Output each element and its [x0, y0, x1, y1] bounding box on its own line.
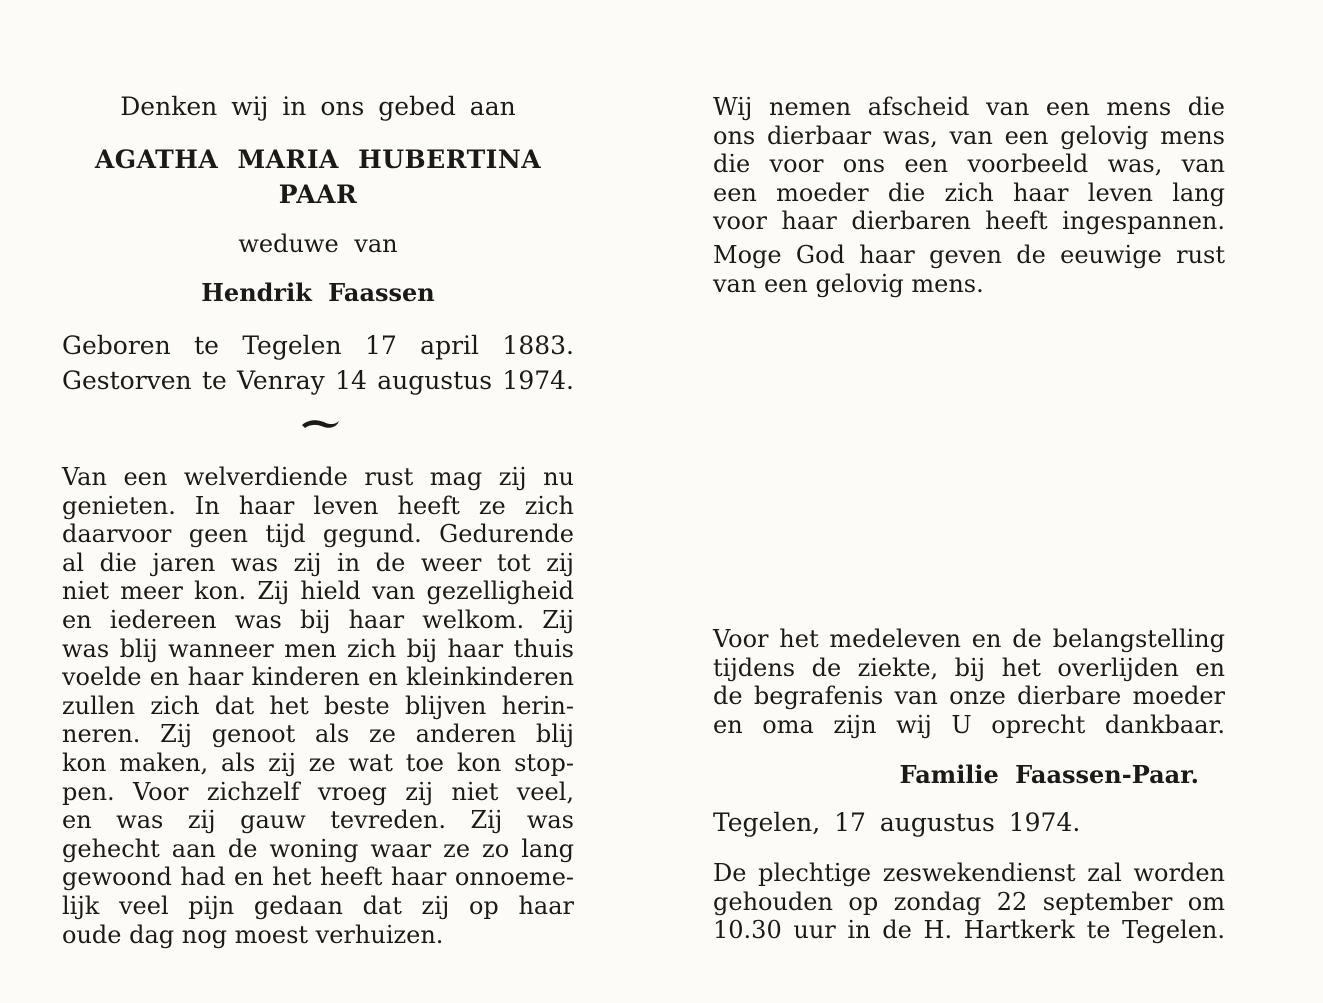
tribute-line: zullen zich dat het beste blijven herin- [62, 691, 574, 720]
farewell-line: die voor ons een voorbeeld was, van [713, 150, 1225, 179]
died-line: Gestorven te Venray 14 augustus 1974. [62, 366, 574, 395]
thanks-paragraph [713, 625, 1225, 739]
farewell-line: ons dierbaar was, van een gelovig mens [713, 121, 1225, 150]
deceased-name [62, 142, 574, 212]
tribute-line: daarvoor geen tijd gegund. Gedurende [62, 520, 574, 549]
tribute-line: en was zij gauw tevreden. Zij was [62, 806, 574, 835]
prayer-paragraph [713, 241, 1225, 298]
thanks-line: Voor het medeleven en de belangstelling [713, 625, 1225, 653]
ornament-divider-icon [62, 408, 574, 438]
tribute-line: gewoond had en het heeft haar onnoeme- [62, 863, 574, 892]
tribute-line: oude dag nog moest verhuizen. [62, 920, 444, 949]
farewell-paragraph [713, 93, 1225, 236]
thanks-line: tijdens de ziekte, bij het overlijden en [713, 653, 1225, 682]
intro-line: Denken wij in ons gebed aan [120, 92, 516, 121]
tribute-line: al die jaren was zij in de weer tot zij [62, 548, 574, 577]
service-paragraph [713, 859, 1225, 945]
tribute-line: was blij wanneer men zich bij haar thuis [62, 634, 574, 663]
born-line: Geboren te Tegelen 17 april 1883. [62, 331, 574, 360]
place-date: Tegelen, 17 augustus 1974. [713, 808, 1081, 837]
thanks-line: en oma zijn wij U oprecht dankbaar. [713, 710, 1225, 739]
tribute-line: en iedereen was bij haar welkom. Zij [62, 605, 574, 634]
family-signature: Familie Faassen-Paar. [899, 760, 1199, 789]
service-line: gehouden op zondag 22 september om [713, 887, 1225, 916]
deceased-name-line2: PAAR [278, 180, 358, 209]
life-dates [62, 328, 574, 398]
tribute-line: pen. Voor zichzelf vroeg zij niet veel, [62, 777, 574, 806]
tribute-line: neren. Zij genoot als ze anderen blij [62, 720, 574, 749]
deceased-name-line1: AGATHA MARIA HUBERTINA [94, 145, 542, 174]
widow-of-label: weduwe van [238, 230, 398, 258]
farewell-line: een moeder die zich haar leven lang [713, 178, 1225, 207]
tribute-line: Van een welverdiende rust mag zij nu [62, 463, 574, 491]
tribute-line: gehecht aan de woning waar ze zo lang [62, 834, 574, 863]
service-line: 10.30 uur in de H. Hartkerk te Tegelen. [713, 916, 1225, 945]
tribute-paragraph [62, 463, 574, 949]
farewell-line: Wij nemen afscheid van een mens die [713, 93, 1225, 121]
tribute-line: lijk veel pijn gedaan dat zij op haar [62, 891, 574, 920]
thanks-line: de begrafenis van onze dierbare moeder [713, 682, 1225, 711]
tribute-line: kon maken, als zij ze wat toe kon stop- [62, 748, 574, 777]
tribute-line: voelde en haar kinderen en kleinkinderen [62, 663, 574, 692]
tribute-line: niet meer kon. Zij hield van gezelligheid [62, 577, 574, 606]
tribute-line: genieten. In haar leven heeft ze zich [62, 491, 574, 520]
farewell-line: voor haar dierbaren heeft ingespannen. [713, 207, 1225, 236]
prayer-line: Moge God haar geven de eeuwige rust [713, 241, 1225, 269]
husband-name: Hendrik Faassen [201, 278, 435, 307]
prayer-line: van een gelovig mens. [713, 269, 984, 298]
service-line: De plechtige zeswekendienst zal worden [713, 859, 1225, 887]
